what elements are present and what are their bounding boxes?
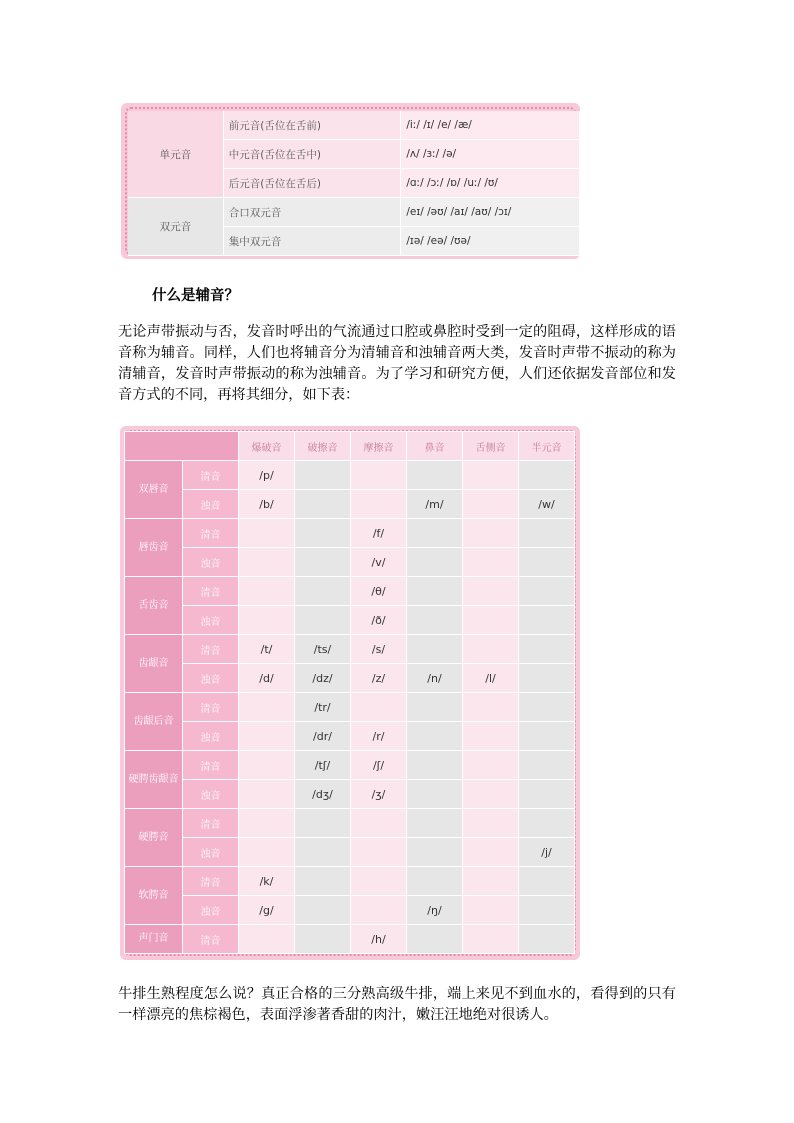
- place-label: 硬腭齿龈音: [125, 751, 183, 809]
- table-row: [125, 780, 575, 809]
- phoneme-cell: [239, 925, 295, 954]
- column-header: 破擦音: [295, 432, 351, 461]
- column-header: 爆破音: [239, 432, 295, 461]
- phoneme-cell: /θ/: [351, 577, 407, 606]
- table-row: [125, 664, 575, 693]
- phoneme-cell: /b/: [239, 490, 295, 519]
- phoneme-cell: [407, 519, 463, 548]
- phoneme-cell: /v/: [351, 548, 407, 577]
- voicing-label: 清音: [183, 867, 239, 896]
- phoneme-cell: [295, 867, 351, 896]
- phoneme-cell: [463, 780, 519, 809]
- phoneme-cell: [463, 635, 519, 664]
- voicing-label: 浊音: [183, 664, 239, 693]
- phoneme-cell: [351, 490, 407, 519]
- vowel-table: [128, 111, 580, 256]
- phoneme-cell: [295, 838, 351, 867]
- phoneme-cell: /w/: [519, 490, 575, 519]
- table-row: [128, 111, 580, 140]
- vowel-phonemes: /ʌ/ /ɜː/ /ə/: [401, 140, 580, 169]
- phoneme-cell: [463, 751, 519, 780]
- phoneme-cell: [463, 490, 519, 519]
- table-corner: [125, 432, 239, 461]
- phoneme-cell: [351, 693, 407, 722]
- table-row: [125, 809, 575, 838]
- place-label: 软腭音: [125, 867, 183, 925]
- place-label: 双唇音: [125, 461, 183, 519]
- phoneme-cell: /ŋ/: [407, 896, 463, 925]
- phoneme-cell: [295, 577, 351, 606]
- phoneme-cell: [407, 722, 463, 751]
- phoneme-cell: /g/: [239, 896, 295, 925]
- phoneme-cell: [239, 722, 295, 751]
- phoneme-cell: [519, 751, 575, 780]
- voicing-label: 清音: [183, 809, 239, 838]
- phoneme-cell: [519, 896, 575, 925]
- phoneme-cell: [463, 577, 519, 606]
- consonant-heading: 什么是辅音？: [152, 288, 239, 304]
- phoneme-cell: [295, 896, 351, 925]
- table-row: [125, 896, 575, 925]
- phoneme-cell: /l/: [463, 664, 519, 693]
- place-label: 声门音: [125, 925, 183, 954]
- table-row: [125, 838, 575, 867]
- phoneme-cell: [239, 548, 295, 577]
- table-header-row: [125, 432, 575, 461]
- table-row: [125, 751, 575, 780]
- phoneme-cell: [463, 519, 519, 548]
- place-label: 唇齿音: [125, 519, 183, 577]
- phoneme-cell: /p/: [239, 461, 295, 490]
- phoneme-cell: [519, 519, 575, 548]
- voicing-label: 浊音: [183, 490, 239, 519]
- phoneme-cell: [463, 809, 519, 838]
- phoneme-cell: [463, 896, 519, 925]
- phoneme-cell: [239, 606, 295, 635]
- steak-paragraph: 牛排生熟程度怎么说？真正合格的三分熟高级牛排，端上来见不到血水的，看得到的只有一样漂亮的焦棕褐色，表面浮渗著香甜的肉汁，嫩汪汪地绝对很诱人。: [118, 986, 676, 1023]
- phoneme-cell: [239, 780, 295, 809]
- vowel-phonemes: /eɪ/ /əʊ/ /aɪ/ /aʊ/ /ɔɪ/: [401, 198, 580, 227]
- table-row: [125, 577, 575, 606]
- phoneme-cell: [407, 925, 463, 954]
- phoneme-cell: [407, 606, 463, 635]
- table-row: [125, 490, 575, 519]
- vowel-subtype: 合口双元音: [223, 198, 401, 227]
- phoneme-cell: [239, 519, 295, 548]
- vowel-phonemes: /ɪə/ /eə/ /ʊə/: [401, 227, 580, 256]
- phoneme-cell: [407, 867, 463, 896]
- phoneme-cell: /n/: [407, 664, 463, 693]
- phoneme-cell: [463, 867, 519, 896]
- vowel-subtype: 后元音(舌位在舌后): [223, 169, 401, 198]
- phoneme-cell: [351, 809, 407, 838]
- place-label: 齿龈后音: [125, 693, 183, 751]
- voicing-label: 浊音: [183, 722, 239, 751]
- phoneme-cell: [519, 809, 575, 838]
- phoneme-cell: [407, 577, 463, 606]
- phoneme-cell: [519, 606, 575, 635]
- phoneme-cell: /d/: [239, 664, 295, 693]
- table-row: [125, 519, 575, 548]
- phoneme-cell: [407, 635, 463, 664]
- phoneme-cell: [239, 751, 295, 780]
- vowel-phonemes: /iː/ /ɪ/ /e/ /æ/: [401, 111, 580, 140]
- phoneme-cell: /j/: [519, 838, 575, 867]
- place-label: 舌齿音: [125, 577, 183, 635]
- phoneme-cell: [295, 925, 351, 954]
- vowel-subtype: 集中双元音: [223, 227, 401, 256]
- phoneme-cell: [351, 867, 407, 896]
- column-header: 舌侧音: [463, 432, 519, 461]
- phoneme-cell: [463, 925, 519, 954]
- phoneme-cell: /t/: [239, 635, 295, 664]
- phoneme-cell: /k/: [239, 867, 295, 896]
- table-row: [125, 693, 575, 722]
- phoneme-cell: /f/: [351, 519, 407, 548]
- phoneme-cell: [519, 925, 575, 954]
- phoneme-cell: [407, 461, 463, 490]
- consonant-table-frame: [120, 426, 580, 960]
- phoneme-cell: [239, 809, 295, 838]
- vowel-group-label: 双元音: [128, 198, 223, 256]
- voicing-label: 清音: [183, 461, 239, 490]
- phoneme-cell: [407, 548, 463, 577]
- phoneme-cell: [239, 693, 295, 722]
- place-label: 齿龈音: [125, 635, 183, 693]
- phoneme-cell: [407, 693, 463, 722]
- phoneme-cell: /h/: [351, 925, 407, 954]
- place-label: 硬腭音: [125, 809, 183, 867]
- phoneme-cell: [519, 548, 575, 577]
- phoneme-cell: [519, 780, 575, 809]
- table-row: [125, 606, 575, 635]
- voicing-label: 浊音: [183, 896, 239, 925]
- voicing-label: 浊音: [183, 780, 239, 809]
- vowel-phonemes: /ɑː/ /ɔː/ /ɒ/ /uː/ /ʊ/: [401, 169, 580, 198]
- phoneme-cell: [463, 548, 519, 577]
- phoneme-cell: [519, 635, 575, 664]
- phoneme-cell: [407, 809, 463, 838]
- table-row: [125, 925, 575, 954]
- voicing-label: 清音: [183, 693, 239, 722]
- phoneme-cell: /ts/: [295, 635, 351, 664]
- voicing-label: 清音: [183, 925, 239, 954]
- table-row: [125, 722, 575, 751]
- column-header: 摩擦音: [351, 432, 407, 461]
- phoneme-cell: /dr/: [295, 722, 351, 751]
- phoneme-cell: [463, 606, 519, 635]
- vowel-subtype: 中元音(舌位在舌中): [223, 140, 401, 169]
- table-row: [125, 635, 575, 664]
- phoneme-cell: [239, 577, 295, 606]
- phoneme-cell: [351, 838, 407, 867]
- phoneme-cell: [295, 461, 351, 490]
- phoneme-cell: /dz/: [295, 664, 351, 693]
- column-header: 半元音: [519, 432, 575, 461]
- phoneme-cell: [463, 838, 519, 867]
- vowel-table-frame: [121, 103, 580, 259]
- table-row: [125, 867, 575, 896]
- phoneme-cell: [407, 838, 463, 867]
- phoneme-cell: /ð/: [351, 606, 407, 635]
- phoneme-cell: [351, 896, 407, 925]
- phoneme-cell: [463, 461, 519, 490]
- phoneme-cell: [295, 548, 351, 577]
- phoneme-cell: [519, 461, 575, 490]
- phoneme-cell: [295, 519, 351, 548]
- phoneme-cell: /z/: [351, 664, 407, 693]
- table-row: [128, 198, 580, 227]
- phoneme-cell: [295, 606, 351, 635]
- phoneme-cell: [519, 722, 575, 751]
- phoneme-cell: /ʒ/: [351, 780, 407, 809]
- table-row: [125, 461, 575, 490]
- phoneme-cell: [407, 751, 463, 780]
- phoneme-cell: /tʃ/: [295, 751, 351, 780]
- phoneme-cell: [519, 693, 575, 722]
- phoneme-cell: /s/: [351, 635, 407, 664]
- column-header: 鼻音: [407, 432, 463, 461]
- phoneme-cell: /tr/: [295, 693, 351, 722]
- vowel-subtype: 前元音(舌位在舌前): [223, 111, 401, 140]
- phoneme-cell: [463, 693, 519, 722]
- phoneme-cell: [295, 809, 351, 838]
- consonant-table: [124, 431, 575, 954]
- phoneme-cell: [519, 867, 575, 896]
- table-row: [125, 548, 575, 577]
- phoneme-cell: [463, 722, 519, 751]
- voicing-label: 清音: [183, 519, 239, 548]
- phoneme-cell: [519, 664, 575, 693]
- vowel-group-label: 单元音: [128, 111, 223, 198]
- phoneme-cell: [351, 461, 407, 490]
- voicing-label: 浊音: [183, 606, 239, 635]
- phoneme-cell: /r/: [351, 722, 407, 751]
- phoneme-cell: [295, 490, 351, 519]
- voicing-label: 清音: [183, 635, 239, 664]
- phoneme-cell: /ʃ/: [351, 751, 407, 780]
- phoneme-cell: /dʒ/: [295, 780, 351, 809]
- voicing-label: 浊音: [183, 548, 239, 577]
- phoneme-cell: [239, 838, 295, 867]
- consonant-paragraph: 无论声带振动与否，发音时呼出的气流通过口腔或鼻腔时受到一定的阻碍，这样形成的语音称为辅音。同样，人们也将辅音分为清辅音和浊辅音两大类，发音时声带不振动的称为清辅音，发音时声带振动的称为浊辅音。为了学习和研究方便，人们还依据发音部位和发音方式的不同，再将其细分，如下表：: [118, 324, 676, 403]
- phoneme-cell: [407, 780, 463, 809]
- voicing-label: 清音: [183, 577, 239, 606]
- phoneme-cell: [519, 577, 575, 606]
- phoneme-cell: /m/: [407, 490, 463, 519]
- voicing-label: 清音: [183, 751, 239, 780]
- voicing-label: 浊音: [183, 838, 239, 867]
